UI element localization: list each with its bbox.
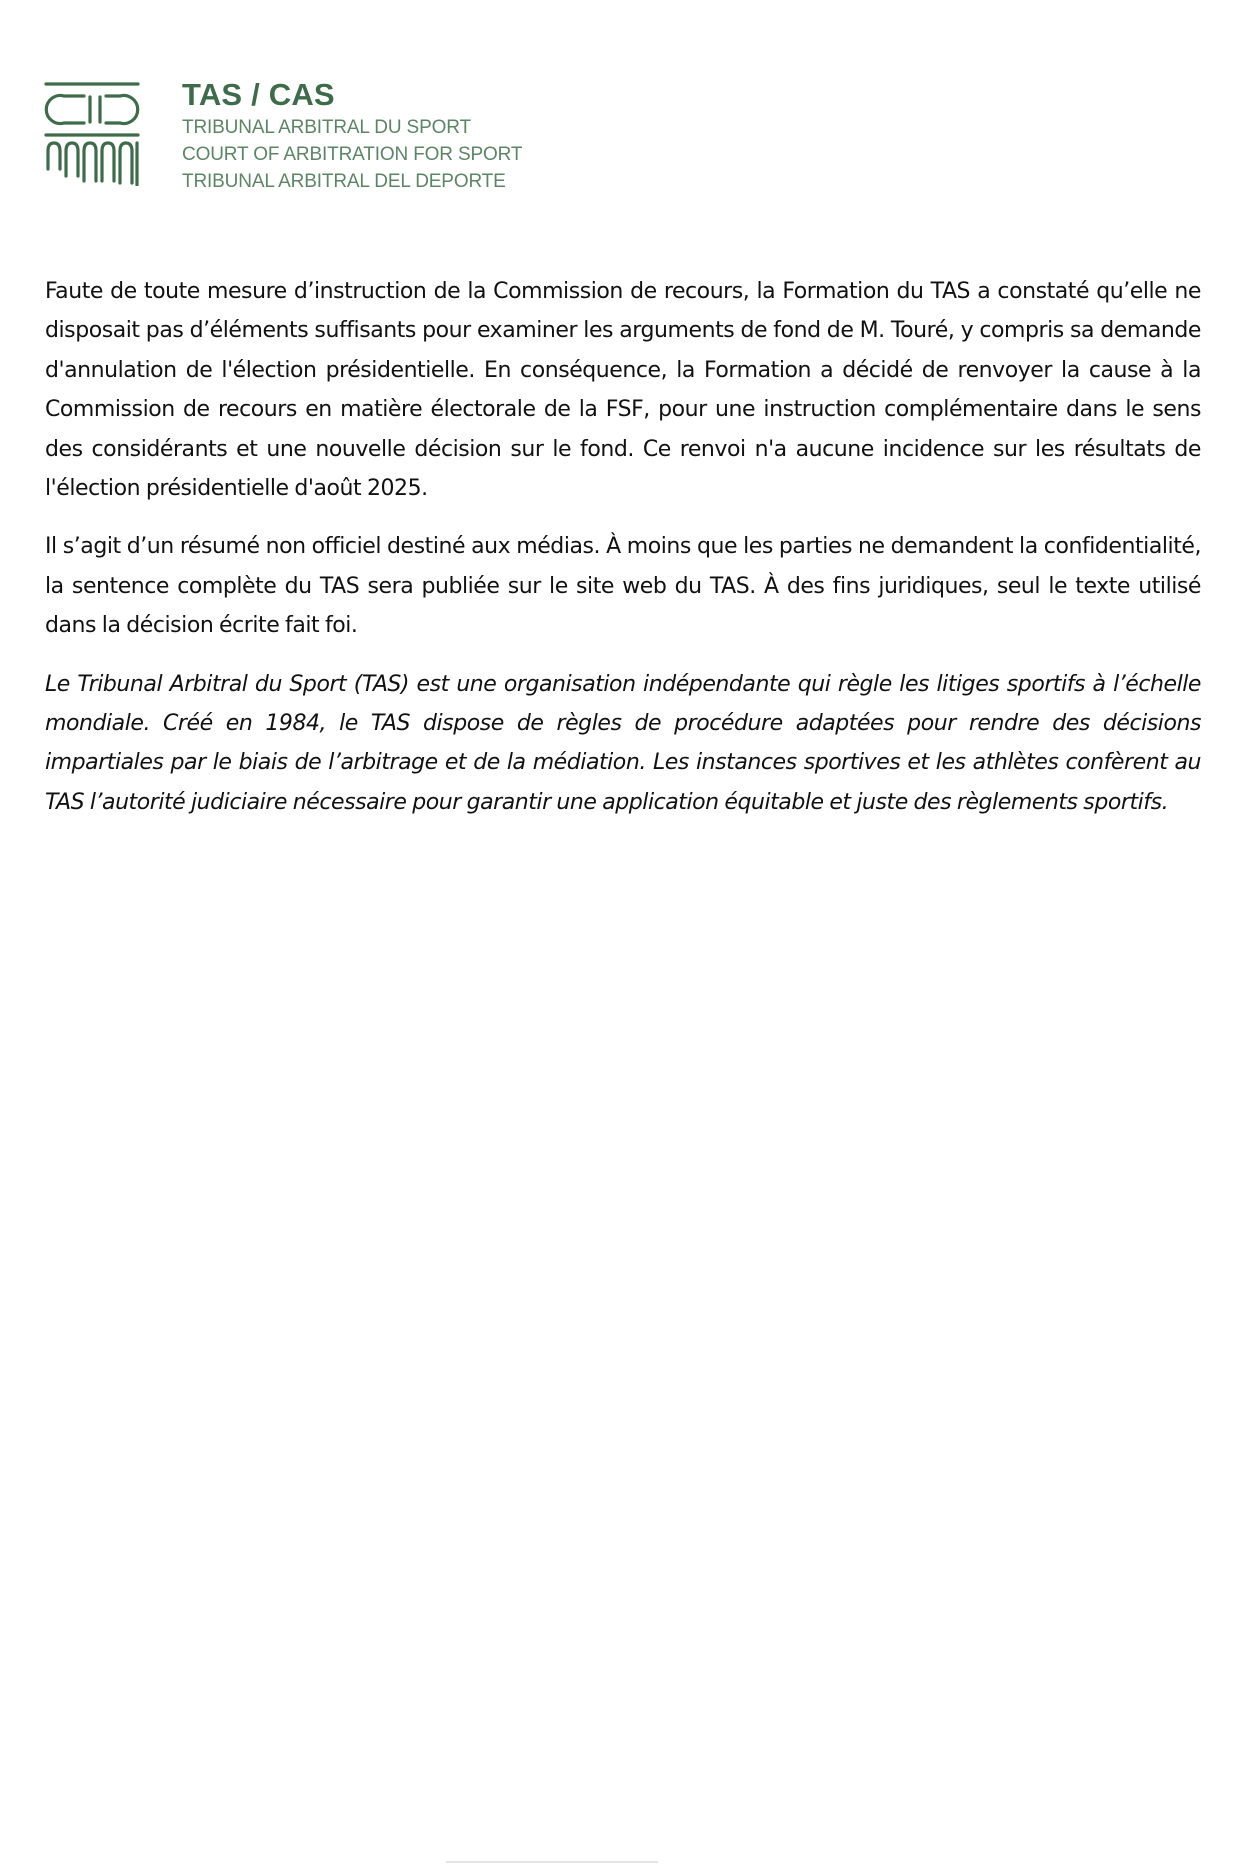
tas-cas-column-logo-icon: [44, 81, 140, 186]
organization-name-french: TRIBUNAL ARBITRAL DU SPORT: [182, 117, 471, 138]
organization-name-block: [182, 76, 562, 195]
about-cas-paragraph: Le Tribunal Arbitral du Sport (TAS) est une organisation indépendante qui règle les litiges sportifs à l’échelle mondiale. Créé en 1984, le TAS dispose de règles de procédure adaptées pour rendre des décisions impartiales par le biais de l’arbitrage et de la médiation. Les instances sportives et les athlètes confèrent au TAS l’autorité judiciaire nécessaire pour garantir une application équitable et juste des règlements sportifs.: [45, 671, 1201, 815]
page-bottom-divider: [446, 1861, 658, 1863]
body-paragraph-referral: Faute de toute mesure d’instruction de la Commission de recours, la Formation du TAS a constaté qu’elle ne disposait pas d’éléments suffisants pour examiner les arguments de fond de M. Touré, y compris sa demande d'annulation de l'élection présidentielle. En conséquence, la Formation a décidé de renvoyer la cause à la Commission de recours en matière électorale de la FSF, pour une instruction complémentaire dans le sens des considérants et une nouvelle décision sur le fond. Ce renvoi n'a aucune incidence sur les résultats de l'élection présidentielle d'août 2025.: [45, 279, 1201, 502]
body-paragraph-disclaimer: Il s’agit d’un résumé non officiel destiné aux médias. À moins que les parties ne demandent la confidentialité, la sentence complète du TAS sera publiée sur le site web du TAS. À des fins juridiques, seul le texte utilisé dans la décision écrite fait foi.: [45, 534, 1201, 639]
organization-name-spanish: TRIBUNAL ARBITRAL DEL DEPORTE: [182, 171, 506, 192]
document-body: [45, 272, 1201, 841]
organization-name-english: COURT OF ARBITRATION FOR SPORT: [182, 144, 523, 165]
organization-abbreviation: TAS / CAS: [182, 77, 335, 112]
letterhead: [44, 76, 564, 196]
